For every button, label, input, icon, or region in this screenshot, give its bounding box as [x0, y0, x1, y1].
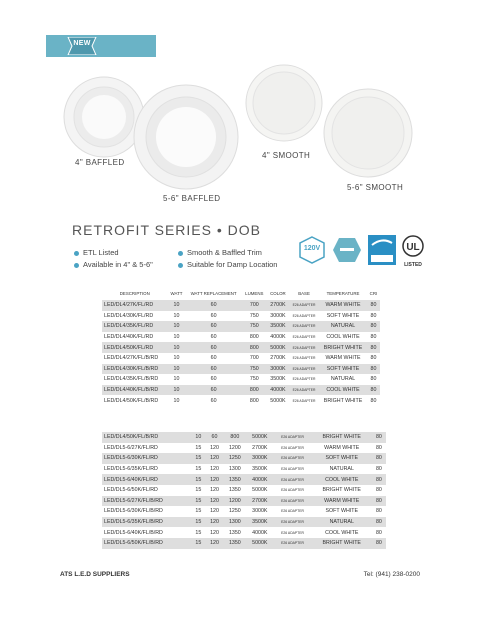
table-cell: BRIGHT WHITE	[323, 397, 363, 404]
table-row	[102, 374, 380, 385]
footer-company: ATS L.E.D SUPPLIERS	[60, 571, 130, 578]
table-cell: 3500K	[246, 517, 273, 528]
table-cell: NATURAL	[329, 466, 354, 473]
table-cell: LED/DL5-6/50K/FL/RD	[104, 487, 158, 494]
table-cell: COOL WHITE	[326, 334, 360, 341]
table-cell: 3000K	[246, 453, 273, 464]
table-cell: 750	[242, 364, 267, 375]
column-header: CRI	[369, 290, 378, 296]
table-cell: 80	[367, 300, 380, 311]
table-cell: 80	[372, 432, 386, 443]
table-cell: 10	[191, 432, 205, 443]
column-header: LUMENS	[245, 290, 264, 296]
table-cell: 4000K	[267, 385, 289, 396]
table-cell: 1350	[224, 538, 246, 549]
table-cell: 5000K	[246, 538, 273, 549]
table-cell: SOFT WHITE	[319, 364, 367, 375]
table-cell: 10	[173, 334, 180, 341]
table-cell: 800	[242, 342, 267, 353]
table-cell: 3500K	[270, 376, 286, 383]
svg-text:UL: UL	[406, 242, 420, 253]
table-cell: LED/DL4/40K/FL/B/RD	[102, 385, 167, 396]
feature-label: ETL Listed	[83, 248, 119, 257]
table-cell: 2700K	[270, 355, 286, 362]
table-cell: LED/DL5-6/27K/FL/B/RD	[102, 496, 191, 507]
table-cell: 80	[370, 334, 377, 341]
table-cell: E26 ADAPTER	[292, 313, 316, 318]
table-cell: BRIGHT WHITE	[312, 538, 372, 549]
table-cell: NATURAL	[319, 321, 367, 332]
feature-item	[74, 248, 119, 257]
table-cell: 10	[167, 342, 185, 353]
voltage-badge-icon	[298, 236, 326, 264]
table-cell: 15	[195, 529, 202, 536]
table-cell: 15	[191, 517, 205, 528]
table-cell: 60	[210, 334, 217, 341]
table-cell: E26 ADAPTER	[274, 453, 312, 464]
ul-listed-icon	[400, 235, 426, 268]
table-cell: E26 ADAPTER	[292, 356, 316, 361]
table-cell: 15	[195, 508, 202, 515]
table-cell: SOFT WHITE	[326, 312, 360, 319]
energy-star-icon	[368, 235, 396, 270]
table-cell: E26 ADAPTER	[281, 530, 304, 535]
feature-item	[178, 248, 262, 257]
table-cell: 80	[367, 321, 380, 332]
table-cell: E26 ADAPTER	[281, 467, 304, 472]
table-cell: 2700K	[252, 444, 268, 451]
table-cell: LED/DL4/40K/FL/RD	[104, 334, 154, 341]
table-cell: LED/DL5-6/40K/FL/B/RD	[104, 529, 163, 536]
feature-item	[74, 260, 153, 269]
table-cell: 60	[185, 385, 241, 396]
column-header: WATT REPLACEMENT	[190, 290, 237, 296]
table-cell: E26 ADAPTER	[289, 385, 319, 396]
table-cell: 2700K	[246, 496, 273, 507]
table-cell: 60	[205, 432, 223, 443]
table-cell: 1300	[228, 466, 241, 473]
table-cell: 5000K	[252, 487, 268, 494]
table-cell: 3000K	[267, 364, 289, 375]
table-cell: LED/DL5-6/30K/FL/RD	[102, 453, 191, 464]
table-cell: E26 ADAPTER	[289, 364, 319, 375]
table-cell: 15	[195, 487, 202, 494]
table-cell: 5000K	[246, 432, 273, 443]
table-cell: LED/DL4/50K/FL/B/RD	[104, 397, 159, 404]
table-row	[102, 538, 386, 549]
table-cell: LED/DL4/30K/FL/RD	[104, 312, 154, 319]
table-cell: LED/DL4/35K/FL/B/RD	[104, 376, 159, 383]
table-cell: 10	[167, 364, 185, 375]
table-cell: 80	[370, 355, 377, 362]
table-cell: 60	[185, 321, 241, 332]
table-cell: 60	[185, 364, 241, 375]
table-cell: 10	[167, 300, 185, 311]
table-cell: 60	[210, 355, 217, 362]
table-cell: 80	[370, 376, 377, 383]
table-cell: 5000K	[267, 342, 289, 353]
feature-label: Smooth & Baffled Trim	[187, 248, 262, 257]
table-cell: E26 ADAPTER	[292, 398, 316, 403]
table-row	[102, 432, 386, 443]
table-cell: LED/DL4/27K/FL/RD	[102, 300, 167, 311]
bullet-icon	[178, 251, 183, 256]
table-row	[102, 321, 380, 332]
table-cell: 4000K	[252, 529, 268, 536]
column-header: DESCRIPTION	[119, 290, 150, 296]
table-cell: 10	[173, 397, 180, 404]
product-label-4-baffled: 4" BAFFLED	[75, 158, 125, 167]
new-badge-label: NEW	[73, 40, 91, 47]
table-cell: 10	[173, 355, 180, 362]
table-cell: LED/DL4/50K/FL/B/RD	[102, 432, 191, 443]
table-cell: 80	[372, 538, 386, 549]
table-cell: 120	[210, 466, 219, 473]
table-row	[102, 506, 386, 517]
table-row	[102, 474, 386, 485]
table-cell: E26 ADAPTER	[292, 377, 316, 382]
table-cell: 15	[195, 444, 202, 451]
table-cell: 1200	[228, 444, 241, 451]
table-cell: 120	[210, 444, 219, 451]
table-cell: E26 ADAPTER	[281, 488, 304, 493]
table-cell: 3000K	[270, 312, 286, 319]
table-cell: 10	[167, 321, 185, 332]
table-cell: 4000K	[246, 474, 273, 485]
bullet-icon	[74, 263, 79, 268]
table-row	[102, 485, 386, 496]
table-cell: 3500K	[252, 466, 268, 473]
table-cell: 120	[210, 508, 219, 515]
spec-table-1	[102, 286, 380, 406]
dimmable-badge-icon	[332, 237, 362, 268]
table-cell: LED/DL5-6/27K/FL/RD	[104, 444, 158, 451]
table-cell: LED/DL5-6/35K/FL/RD	[104, 466, 158, 473]
table-cell: 2700K	[267, 300, 289, 311]
product-image-5-6-baffled	[132, 83, 240, 196]
table-cell: BRIGHT WHITE	[319, 342, 367, 353]
table-cell: 15	[191, 474, 205, 485]
table-cell: 1250	[224, 453, 246, 464]
table-cell: 15	[191, 453, 205, 464]
table-cell: 3500K	[267, 321, 289, 332]
table-cell: WARM WHITE	[312, 496, 372, 507]
table-cell: 1350	[224, 474, 246, 485]
table-cell: BRIGHT WHITE	[322, 487, 361, 494]
voltage-label: 120V	[303, 245, 321, 252]
table-cell: 80	[375, 487, 382, 494]
table-cell: E26 ADAPTER	[274, 496, 312, 507]
series-title: RETROFIT SERIES • DOB	[72, 222, 261, 238]
column-header: BASE	[298, 290, 310, 296]
table-row	[102, 353, 380, 364]
table-cell: 800	[224, 432, 246, 443]
table-cell: 800	[242, 385, 267, 396]
table-cell: SOFT WHITE	[325, 508, 359, 515]
table-cell: E26 ADAPTER	[274, 538, 312, 549]
bullet-icon	[178, 263, 183, 268]
table-cell: 10	[173, 312, 180, 319]
table-cell: E26 ADAPTER	[274, 474, 312, 485]
spec-table-2	[102, 432, 386, 549]
table-cell: E26 ADAPTER	[274, 517, 312, 528]
table-row	[102, 311, 380, 322]
table-row	[102, 332, 380, 343]
table-cell: 60	[185, 342, 241, 353]
table-cell: 80	[372, 517, 386, 528]
table-cell: 700	[242, 300, 267, 311]
table-cell: E26 ADAPTER	[274, 432, 312, 443]
feature-label: Suitable for Damp Location	[187, 260, 278, 269]
table-cell: 15	[195, 466, 202, 473]
table-row	[102, 364, 380, 375]
table-cell: E26 ADAPTER	[281, 445, 304, 450]
table-cell: 10	[173, 376, 180, 383]
table-cell: 120	[205, 517, 223, 528]
table-cell: 800	[249, 397, 259, 404]
table-cell: 80	[372, 474, 386, 485]
table-row	[102, 496, 386, 507]
table-cell: E26 ADAPTER	[281, 509, 304, 514]
table-cell: 80	[367, 364, 380, 375]
table-row	[102, 443, 386, 454]
table-cell: E26 ADAPTER	[289, 321, 319, 332]
table-cell: LED/DL5-6/40K/FL/RD	[102, 474, 191, 485]
table-cell: WARM WHITE	[325, 355, 361, 362]
table-cell: 750	[249, 312, 259, 319]
column-header: COLOR	[270, 290, 286, 296]
bullet-icon	[74, 251, 79, 256]
table-cell: SOFT WHITE	[312, 453, 372, 464]
column-header: WATT	[170, 290, 183, 296]
table-cell: LED/DL4/27K/FL/B/RD	[104, 355, 159, 362]
table-cell: 80	[375, 529, 382, 536]
table-cell: 60	[210, 312, 217, 319]
table-cell: LED/DL4/35K/FL/RD	[102, 321, 167, 332]
table-cell: 700	[249, 355, 259, 362]
table-cell: 750	[249, 376, 259, 383]
table-cell: 120	[205, 496, 223, 507]
feature-item	[178, 260, 277, 269]
table-cell: E26 ADAPTER	[292, 335, 316, 340]
product-image-5-6-smooth	[323, 88, 413, 183]
table-cell: WARM WHITE	[319, 300, 367, 311]
table-cell: 120	[205, 453, 223, 464]
table-cell: 80	[372, 496, 386, 507]
table-cell: 750	[242, 321, 267, 332]
table-cell: 80	[375, 466, 382, 473]
table-cell: NATURAL	[312, 517, 372, 528]
header-banner	[46, 35, 156, 57]
product-label-5-6-baffled: 5-6" BAFFLED	[163, 194, 221, 203]
table-row	[102, 300, 380, 311]
table-cell: 3000K	[252, 508, 268, 515]
table-row	[102, 385, 380, 396]
product-label-5-6-smooth: 5-6" SMOOTH	[347, 183, 404, 192]
table-cell: E26 ADAPTER	[289, 342, 319, 353]
table-cell: 80	[375, 444, 382, 451]
table-cell: LED/DL4/30K/FL/B/RD	[102, 364, 167, 375]
table-cell: LED/DL5-6/35K/FL/B/RD	[102, 517, 191, 528]
table-cell: 60	[210, 376, 217, 383]
table-cell: 15	[191, 496, 205, 507]
column-header: TEMPERATURE	[326, 290, 360, 296]
listed-label: LISTED	[404, 262, 422, 268]
table-cell: 120	[205, 474, 223, 485]
table-cell: 4000K	[270, 334, 286, 341]
table-cell: BRIGHT WHITE	[312, 432, 372, 443]
table-cell: 80	[372, 453, 386, 464]
table-cell: LED/DL5-6/50K/FL/B/RD	[102, 538, 191, 549]
product-label-4-smooth: 4" SMOOTH	[262, 151, 311, 160]
table-row	[102, 527, 386, 538]
footer-phone: Tel: (941) 238-0200	[363, 571, 420, 578]
table-cell: 60	[210, 397, 217, 404]
table-cell: 1300	[224, 517, 246, 528]
product-image-4-smooth	[244, 63, 324, 148]
table-cell: COOL WHITE	[312, 474, 372, 485]
table-cell: COOL WHITE	[325, 529, 359, 536]
table-row	[102, 464, 386, 475]
table-cell: LED/DL5-6/30K/FL/B/RD	[104, 508, 163, 515]
table-row	[102, 342, 380, 353]
table-cell: LED/DL4/50K/FL/RD	[102, 342, 167, 353]
table-cell: 15	[191, 538, 205, 549]
table-cell: 80	[367, 385, 380, 396]
feature-label: Available in 4" & 5-6"	[83, 260, 153, 269]
table-cell: 1250	[228, 508, 241, 515]
table-cell: 120	[210, 487, 219, 494]
table-cell: NATURAL	[330, 376, 356, 383]
table-cell: 80	[370, 312, 377, 319]
table-row	[102, 517, 386, 528]
table-cell: 1200	[224, 496, 246, 507]
table-cell: 1350	[228, 529, 241, 536]
table-cell: 80	[367, 342, 380, 353]
table-cell: WARM WHITE	[324, 444, 360, 451]
table-cell: COOL WHITE	[319, 385, 367, 396]
table-cell: 1350	[228, 487, 241, 494]
table-row	[102, 395, 380, 406]
table-cell: 120	[205, 538, 223, 549]
table-cell: E26 ADAPTER	[289, 300, 319, 311]
table-cell: 5000K	[270, 397, 286, 404]
table-cell: 800	[249, 334, 259, 341]
table-cell: 80	[375, 508, 382, 515]
table-cell: 60	[185, 300, 241, 311]
table-cell: 10	[167, 385, 185, 396]
table-row	[102, 453, 386, 464]
table-cell: 80	[370, 397, 377, 404]
table-cell: 120	[210, 529, 219, 536]
